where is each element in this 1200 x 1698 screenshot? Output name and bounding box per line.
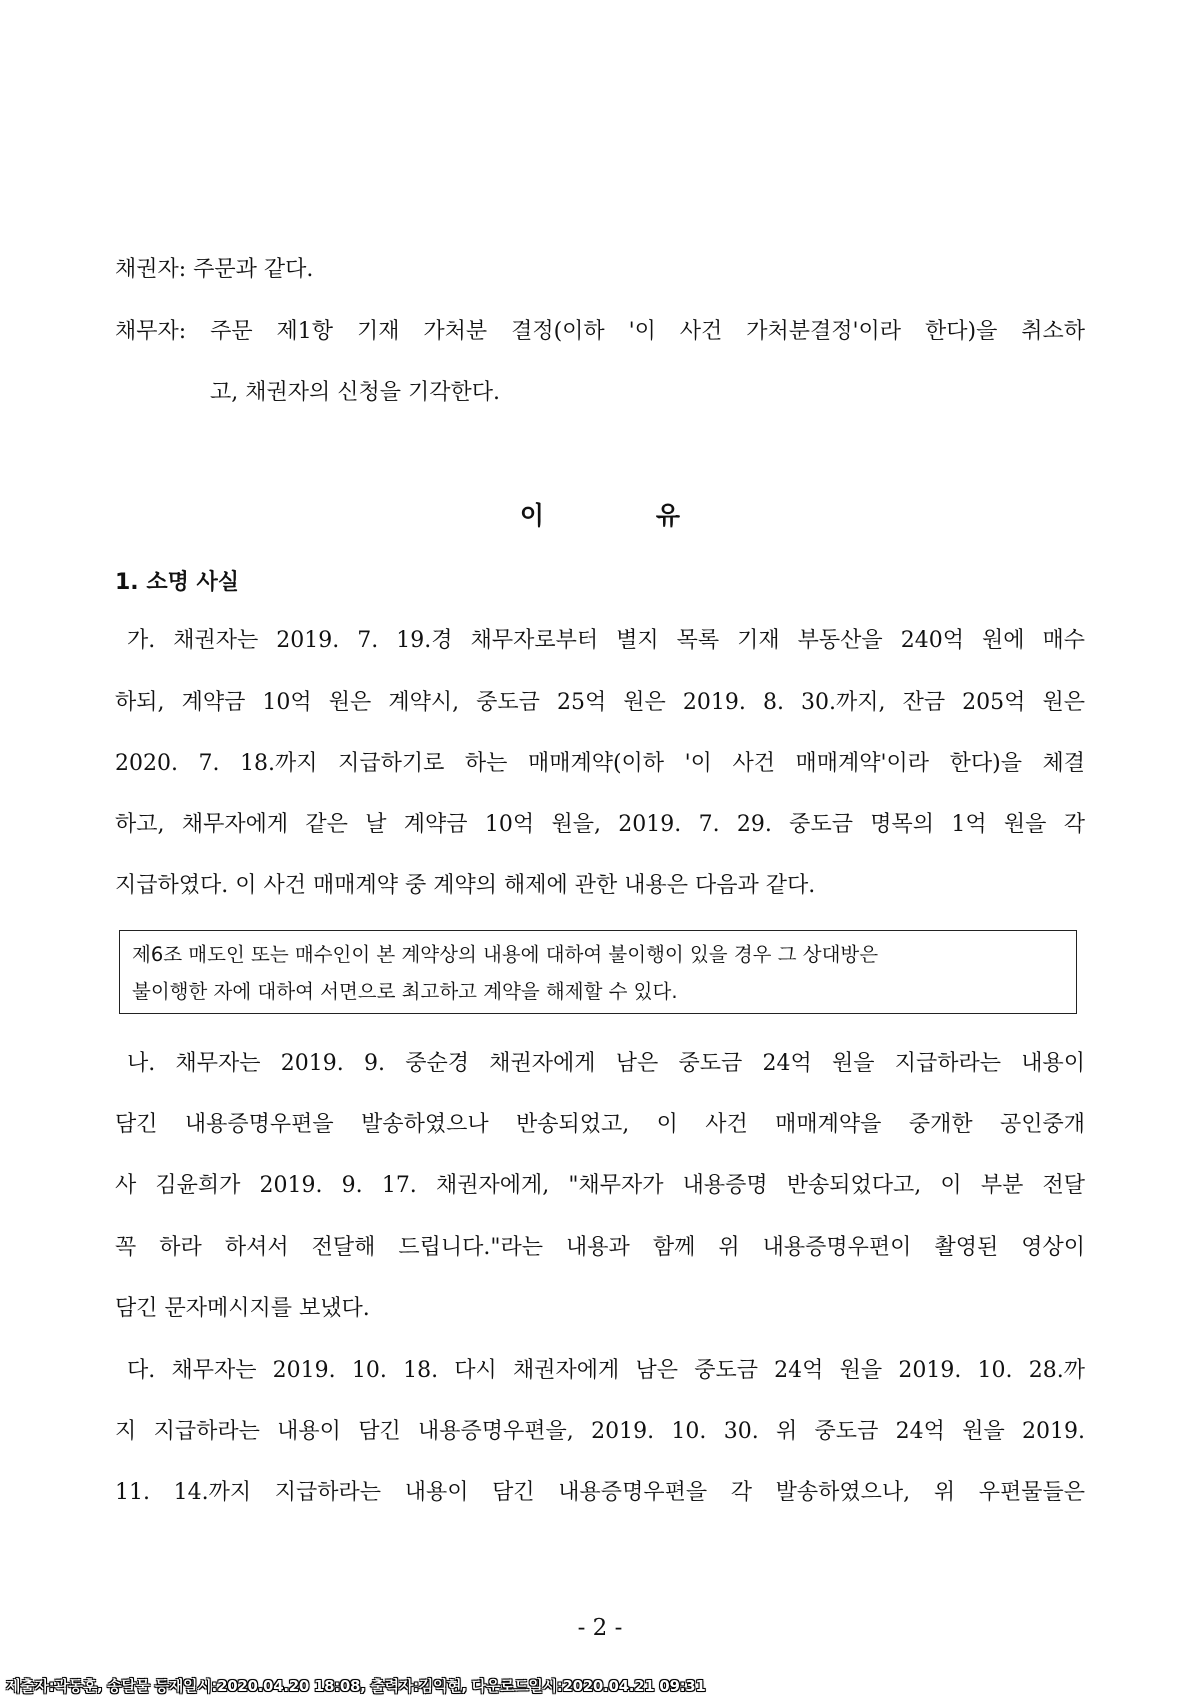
paragraph-ga-line-5: 지급하였다. 이 사건 매매계약 중 계약의 해제에 관한 내용은 다음과 같다.: [115, 873, 816, 898]
paragraph-da-line-1: 다. 채무자는 2019. 10. 18. 다시 채권자에게 남은 중도금 24억 원을 2019. 10. 28.까: [127, 1358, 1085, 1383]
debtor-claim-line-2: 고, 채권자의 신청을 기각한다.: [210, 380, 500, 405]
paragraph-na-line-4: 꼭 하라 하셔서 전달해 드립니다."라는 내용과 함께 위 내용증명우편이 촬영된 영상이: [115, 1235, 1085, 1260]
paragraph-da-line-2: 지 지급하라는 내용이 담긴 내용증명우편을, 2019. 10. 30. 위 중도금 24억 원을 2019.: [115, 1419, 1085, 1444]
contract-clause-line-2: 불이행한 자에 대하여 서면으로 최고하고 계약을 해제할 수 있다.: [132, 980, 678, 1003]
paragraph-na-line-2: 담긴 내용증명우편을 발송하였으나 반송되었고, 이 사건 매매계약을 중개한 공인중개: [115, 1112, 1085, 1137]
paragraph-ga-line-1: 가. 채권자는 2019. 7. 19.경 채무자로부터 별지 목록 기재 부동산을 240억 원에 매수: [127, 628, 1085, 653]
creditor-claim: 채권자: 주문과 같다.: [115, 257, 314, 282]
footer-stamp: 제출자:곽동훈, 송달물 등재일시:2020.04.20 18:08, 출력자:김익현, 다운로드일시:2020.04.21 09:31: [6, 1677, 706, 1695]
paragraph-ga-line-3: 2020. 7. 18.까지 지급하기로 하는 매매계약(이하 '이 사건 매매계약'이라 한다)을 체결: [115, 751, 1085, 776]
reasons-heading-char-1: 이: [519, 501, 545, 530]
paragraph-na-line-5: 담긴 문자메시지를 보냈다.: [115, 1296, 370, 1321]
contract-clause-line-1: 제6조 매도인 또는 매수인이 본 계약상의 내용에 대하여 불이행이 있을 경우 그 상대방은: [132, 943, 879, 966]
paragraph-ga-line-2: 하되, 계약금 10억 원은 계약시, 중도금 25억 원은 2019. 8. 30.까지, 잔금 205억 원은: [115, 690, 1085, 715]
page-number: - 2 -: [577, 1615, 623, 1641]
reasons-heading: [0, 496, 1200, 532]
reasons-heading-char-2: 유: [655, 501, 681, 530]
paragraph-na-line-1: 나. 채무자는 2019. 9. 중순경 채권자에게 남은 중도금 24억 원을 지급하라는 내용이: [127, 1051, 1085, 1076]
paragraph-na-line-3: 사 김윤희가 2019. 9. 17. 채권자에게, "채무자가 내용증명 반송되었다고, 이 부분 전달: [115, 1173, 1085, 1198]
debtor-claim-line-1: 채무자: 주문 제1항 기재 가처분 결정(이하 '이 사건 가처분결정'이라 한다)을 취소하: [115, 319, 1085, 344]
paragraph-ga-line-4: 하고, 채무자에게 같은 날 계약금 10억 원을, 2019. 7. 29. 중도금 명목의 1억 원을 각: [115, 812, 1085, 837]
paragraph-da-line-3: 11. 14.까지 지급하라는 내용이 담긴 내용증명우편을 각 발송하였으나, 위 우편물들은: [115, 1480, 1085, 1505]
section-title: 1. 소명 사실: [115, 570, 239, 595]
contract-clause-box: [119, 930, 1077, 1014]
